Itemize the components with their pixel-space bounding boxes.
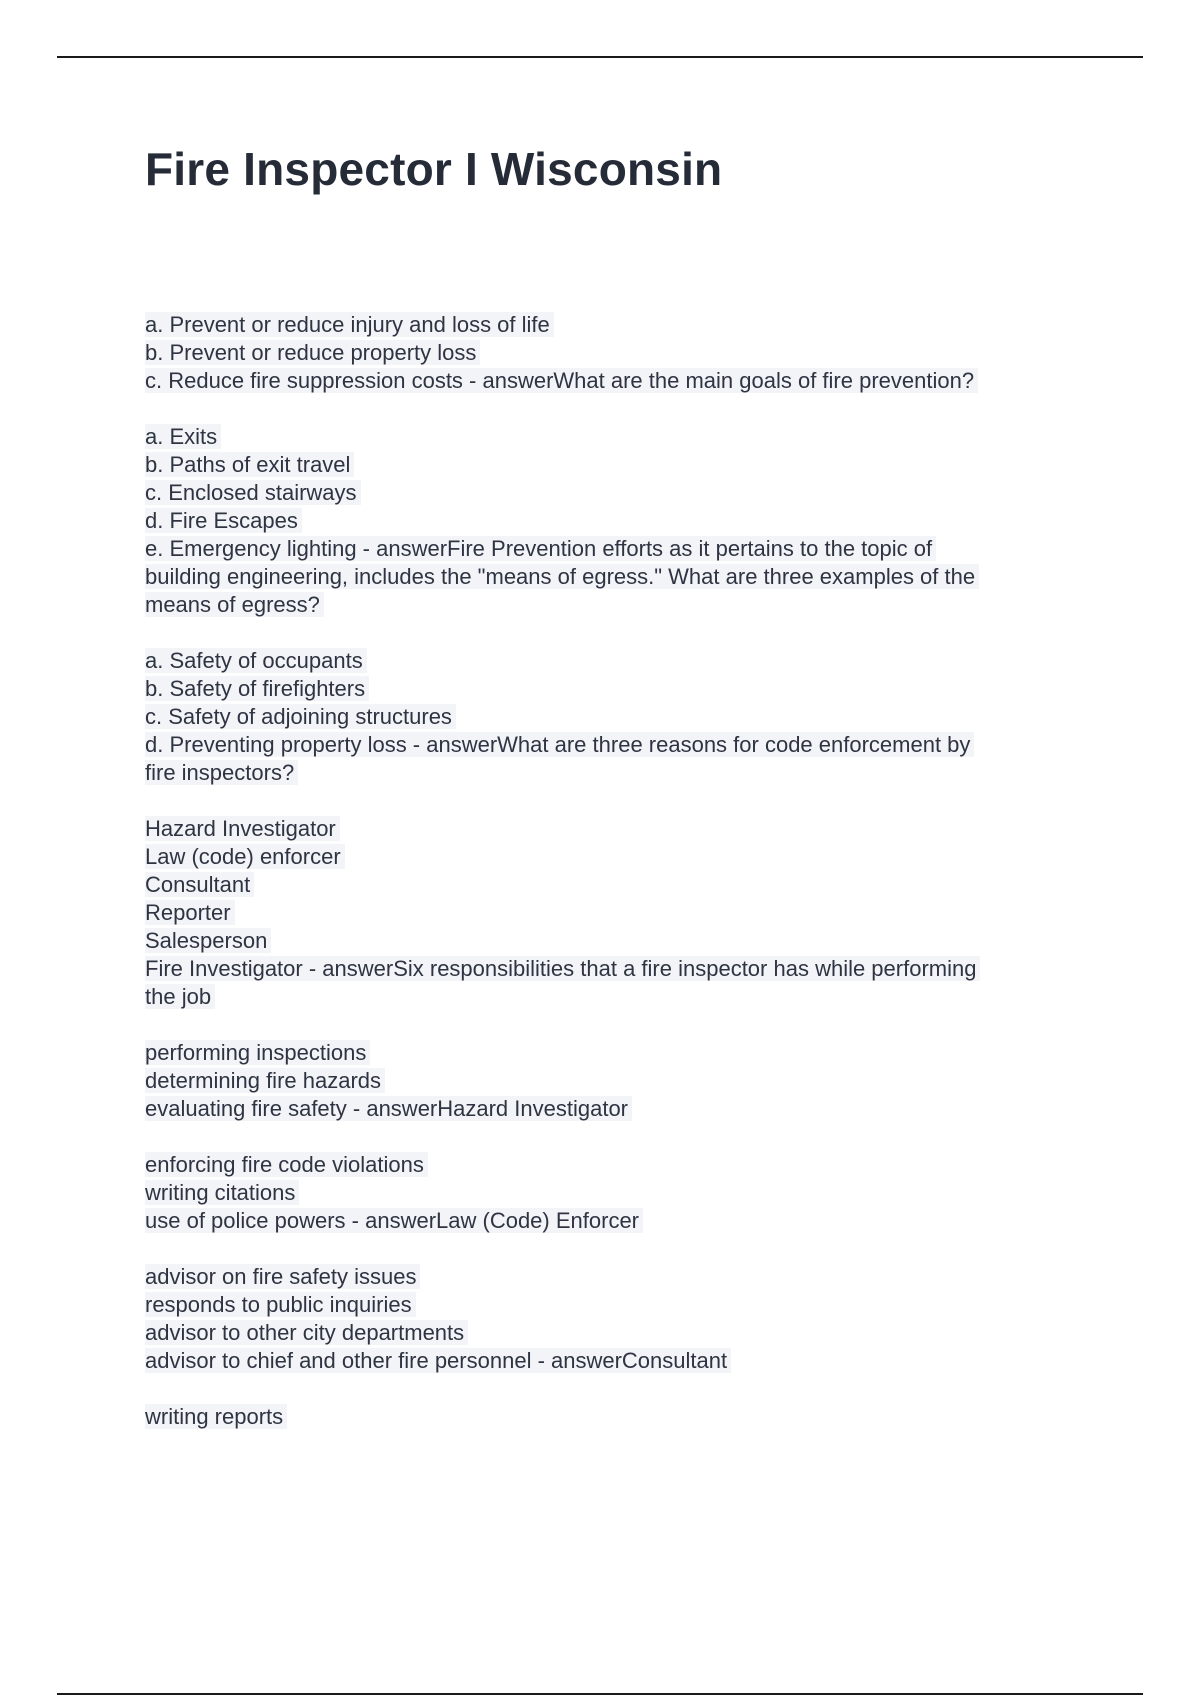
flashcard-line: Salesperson	[145, 927, 1065, 955]
flashcard-line: c. Enclosed stairways	[145, 479, 1065, 507]
flashcard-2	[145, 423, 1065, 619]
flashcard-line: Consultant	[145, 871, 1065, 899]
flashcard-line: use of police powers - answerLaw (Code) Enforcer	[145, 1207, 1065, 1235]
flashcard-line: the job	[145, 983, 1065, 1011]
flashcard-line: building engineering, includes the "means of egress." What are three examples of the	[145, 563, 1065, 591]
flashcard-line: advisor to chief and other fire personnel - answerConsultant	[145, 1347, 1065, 1375]
flashcard-3	[145, 647, 1065, 787]
flashcard-8	[145, 1403, 1065, 1431]
flashcard-line: Reporter	[145, 899, 1065, 927]
flashcard-line: c. Safety of adjoining structures	[145, 703, 1065, 731]
document-title: Fire Inspector I Wisconsin	[145, 143, 723, 195]
flashcard-4	[145, 815, 1065, 1011]
flashcard-line: advisor to other city departments	[145, 1319, 1065, 1347]
flashcard-line: c. Reduce fire suppression costs - answerWhat are the main goals of fire prevention?	[145, 367, 1065, 395]
flashcard-line: Law (code) enforcer	[145, 843, 1065, 871]
flashcard-line: responds to public inquiries	[145, 1291, 1065, 1319]
flashcard-line: means of egress?	[145, 591, 1065, 619]
flashcard-7	[145, 1263, 1065, 1375]
flashcard-line: Fire Investigator - answerSix responsibilities that a fire inspector has while performing	[145, 955, 1065, 983]
flashcard-line: b. Prevent or reduce property loss	[145, 339, 1065, 367]
flashcard-line: enforcing fire code violations	[145, 1151, 1065, 1179]
flashcard-line: d. Preventing property loss - answerWhat are three reasons for code enforcement by	[145, 731, 1065, 759]
flashcard-line: performing inspections	[145, 1039, 1065, 1067]
flashcard-6	[145, 1151, 1065, 1235]
flashcard-line: fire inspectors?	[145, 759, 1065, 787]
flashcard-list	[145, 311, 1065, 1459]
flashcard-line: a. Exits	[145, 423, 1065, 451]
flashcard-line: evaluating fire safety - answerHazard Investigator	[145, 1095, 1065, 1123]
flashcard-line: a. Safety of occupants	[145, 647, 1065, 675]
flashcard-line: determining fire hazards	[145, 1067, 1065, 1095]
flashcard-line: writing reports	[145, 1403, 1065, 1431]
flashcard-line: a. Prevent or reduce injury and loss of life	[145, 311, 1065, 339]
flashcard-1	[145, 311, 1065, 395]
flashcard-line: Hazard Investigator	[145, 815, 1065, 843]
top-rule	[57, 56, 1143, 58]
flashcard-line: e. Emergency lighting - answerFire Prevention efforts as it pertains to the topic of	[145, 535, 1065, 563]
flashcard-line: writing citations	[145, 1179, 1065, 1207]
flashcard-line: b. Paths of exit travel	[145, 451, 1065, 479]
flashcard-5	[145, 1039, 1065, 1123]
flashcard-line: b. Safety of firefighters	[145, 675, 1065, 703]
flashcard-line: advisor on fire safety issues	[145, 1263, 1065, 1291]
bottom-rule	[57, 1693, 1143, 1695]
flashcard-line: d. Fire Escapes	[145, 507, 1065, 535]
